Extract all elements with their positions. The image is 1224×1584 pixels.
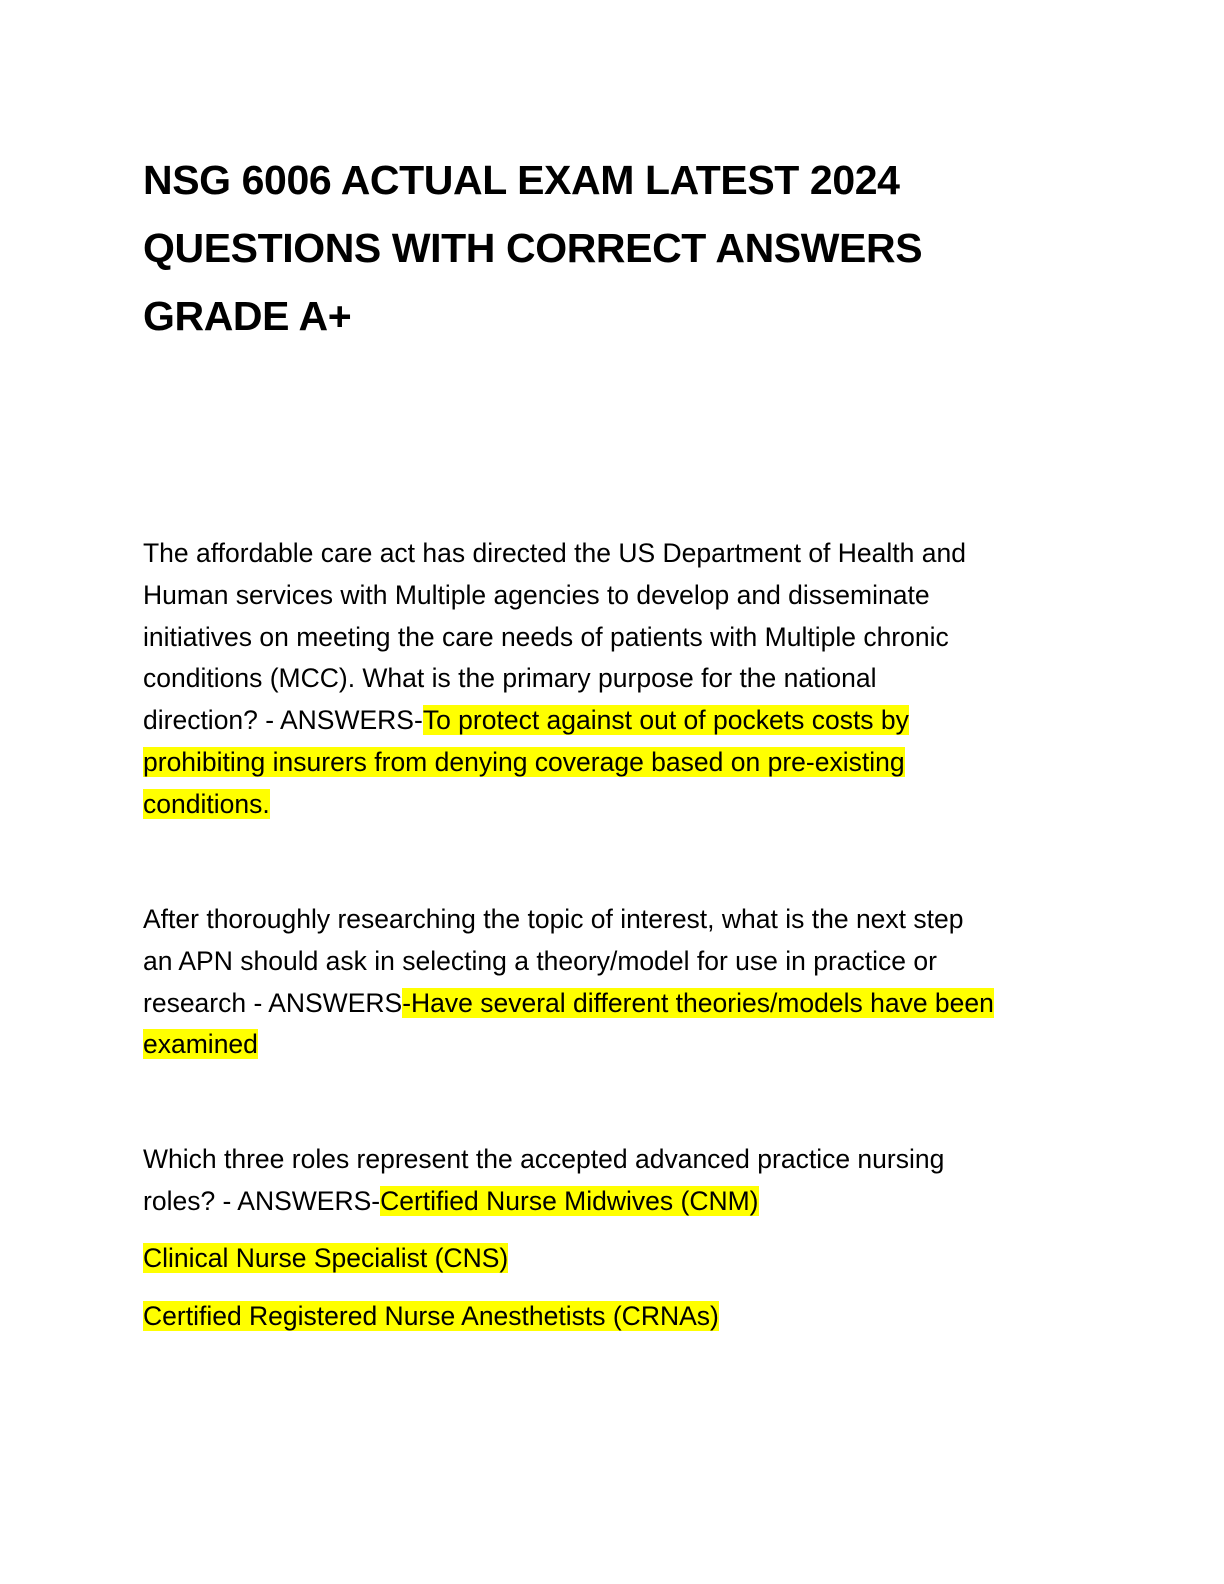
highlighted-answer: Certified Registered Nurse Anesthetists (CRNAs) [143,1301,719,1331]
document-title [143,146,1043,350]
question-text: conditions (MCC). What is the primary purpose for the national [143,663,877,694]
question-text: Which three roles represent the accepted advanced practice nursing [143,1144,945,1174]
title-line: GRADE A+ [143,293,352,339]
text-line [143,1024,1083,1066]
question-text: an APN should ask in selecting a theory/model for use in practice or [143,945,937,976]
question-text: roles? - ANSWERS- [143,1185,381,1216]
question-text: Human services with Multiple agencies to develop and disseminate [143,579,930,610]
text-line [143,784,1083,826]
highlighted-answer: prohibiting insurers from denying coverage based on pre-existing [143,746,905,777]
question-text: direction? - ANSWERS- [143,705,423,736]
question-text: After thoroughly researching the topic of interest, what is the next step [143,904,964,934]
text-line [143,533,1083,575]
text-line [143,1181,1083,1223]
text-line [143,742,1083,784]
highlighted-answer: To protect against out of pockets costs by [422,705,909,736]
question-answer-2 [143,899,1083,1066]
text-line [143,983,1083,1025]
question-text: research - ANSWERS [143,987,403,1018]
title-line: QUESTIONS WITH CORRECT ANSWERS [143,225,923,271]
highlighted-answer: -Have several different theories/models have been [402,987,994,1018]
text-line [143,1139,1083,1181]
text-line [143,617,1083,659]
highlighted-answer: examined [143,1029,258,1060]
text-line [143,899,1083,941]
text-line [143,658,1083,700]
highlighted-answer: conditions. [143,788,270,819]
text-line [143,700,1083,742]
question-text: The affordable care act has directed the US Department of Health and [143,538,966,568]
highlighted-answer: Clinical Nurse Specialist (CNS) [143,1243,509,1273]
question-text: initiatives on meeting the care needs of patients with Multiple chronic [143,621,949,652]
answer-line [143,1238,508,1280]
highlighted-answer: Certified Nurse Midwives (CNM) [380,1185,759,1216]
title-line: NSG 6006 ACTUAL EXAM LATEST 2024 [143,157,900,203]
question-answer-1 [143,533,1083,826]
text-line [143,941,1083,983]
text-line [143,575,1083,617]
question-answer-3 [143,1139,1083,1223]
answer-line [143,1296,719,1338]
